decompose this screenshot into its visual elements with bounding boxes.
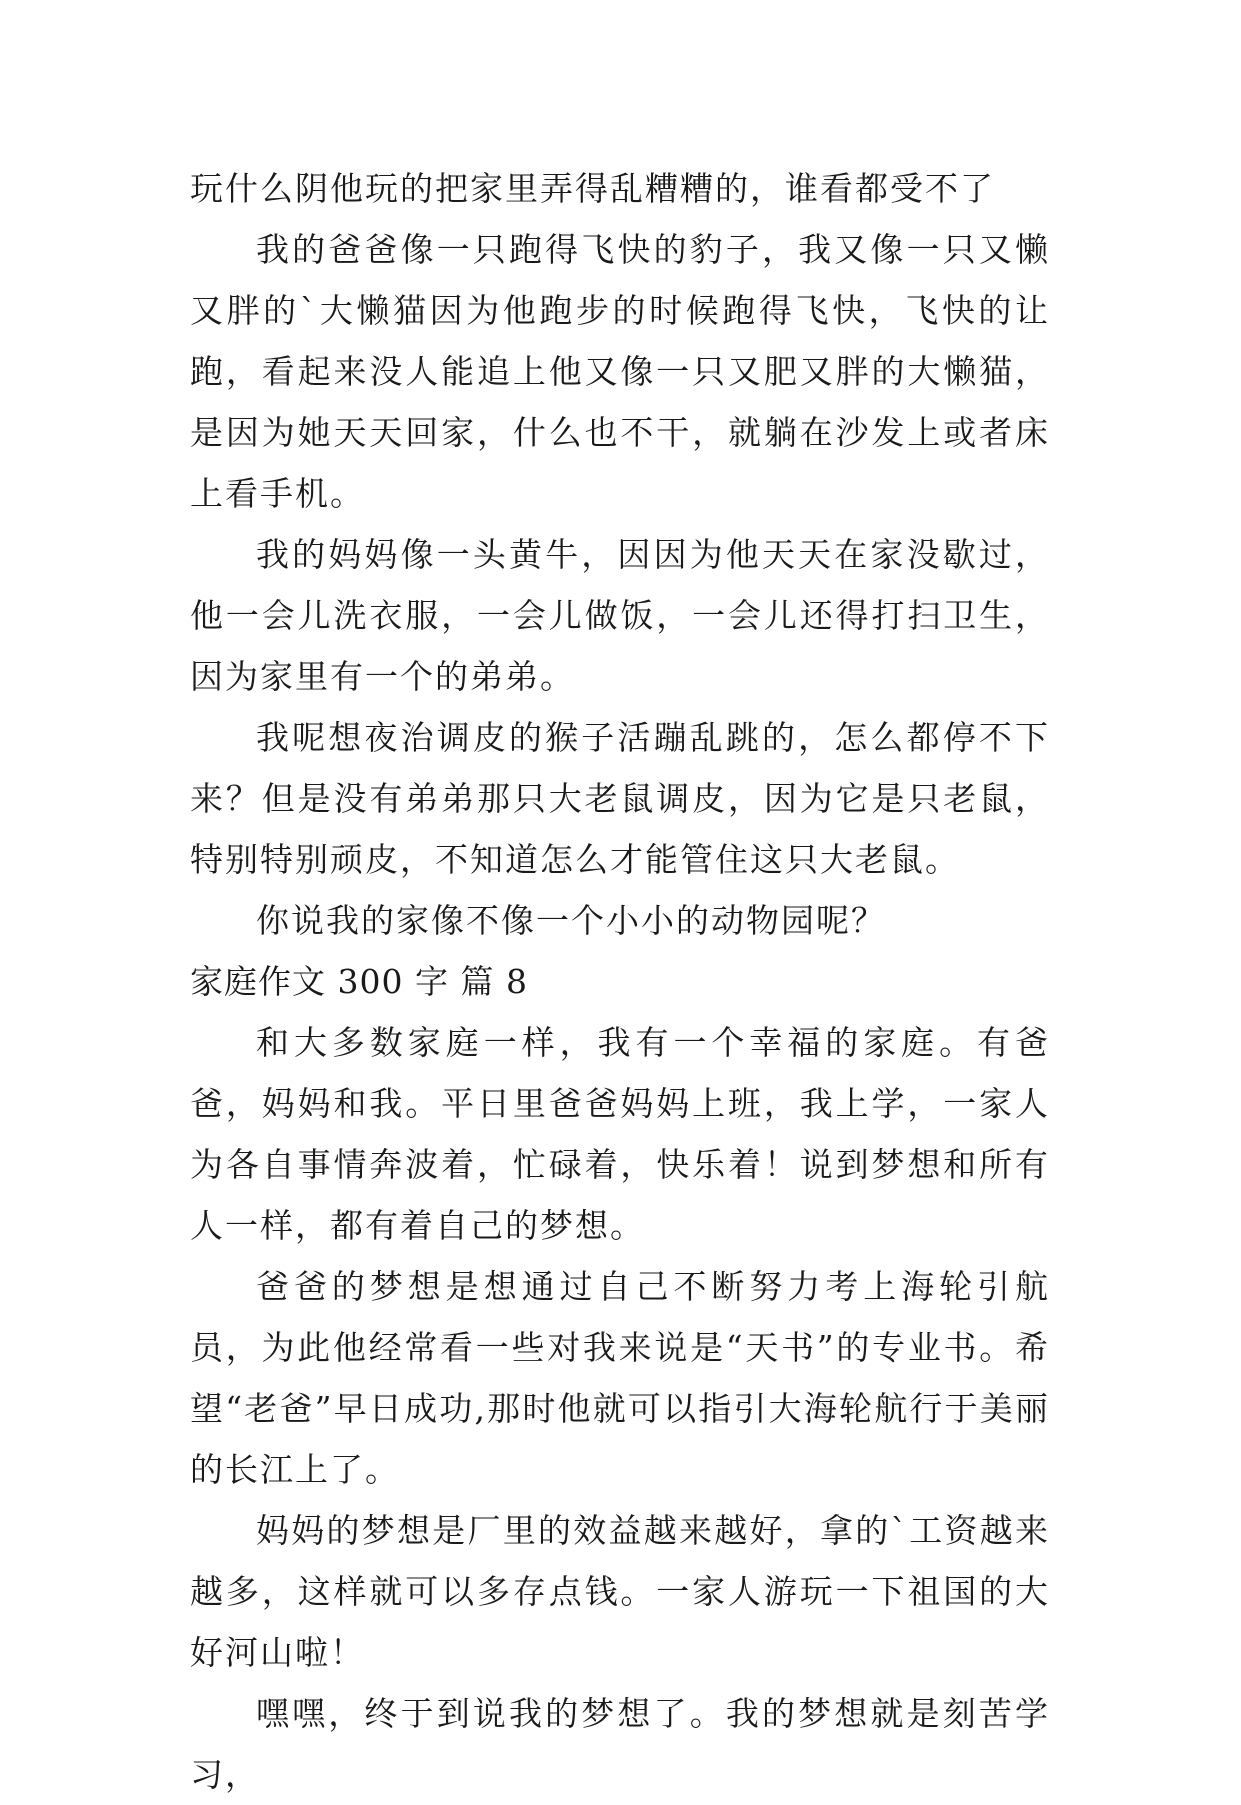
section-heading: 家庭作文 300 字 篇 8 [190, 962, 528, 1001]
paragraph: 我呢想夜治调皮的猴子活蹦乱跳的，怎么都停不下来？但是没有弟弟那只大老鼠调皮，因为它是只老鼠，特别特别顽皮，不知道怎么才能管住这只大老鼠。 [190, 718, 1050, 879]
paragraph: 爸爸的梦想是想通过自己不断努力考上海轮引航员，为此他经常看一些对我来说是“天书”的专业书。希望“老爸”早日成功,那时他就可以指引大海轮航行于美丽的长江上了。 [190, 1267, 1050, 1489]
paragraph: 妈妈的梦想是厂里的效益越来越好，拿的`工资越来越多，这样就可以多存点钱。一家人游玩一下祖国的大好河山啦！ [190, 1511, 1050, 1672]
document-body [190, 158, 1050, 1805]
paragraph: 你说我的家像不像一个小小的动物园呢？ [256, 901, 886, 940]
paragraph: 玩什么阴他玩的把家里弄得乱糟糟的，谁看都受不了 [190, 169, 995, 208]
paragraph: 我的妈妈像一头黄牛，因因为他天天在家没歇过，他一会儿洗衣服，一会儿做饭，一会儿还得打扫卫生，因为家里有一个的弟弟。 [190, 535, 1050, 696]
paragraph: 和大多数家庭一样，我有一个幸福的家庭。有爸爸，妈妈和我。平日里爸爸妈妈上班，我上学，一家人为各自事情奔波着，忙碌着，快乐着！说到梦想和所有人一样，都有着自己的梦想。 [190, 1023, 1050, 1245]
paragraph: 嘿嘿，终于到说我的梦想了。我的梦想就是刻苦学习， [190, 1694, 1050, 1794]
paragraph: 我的爸爸像一只跑得飞快的豹子，我又像一只又懒又胖的`大懒猫因为他跑步的时候跑得飞快，飞快的让跑，看起来没人能追上他又像一只又肥又胖的大懒猫，是因为她天天回家，什么也不干，就躺在沙发上或者床上看手机。 [190, 230, 1050, 513]
